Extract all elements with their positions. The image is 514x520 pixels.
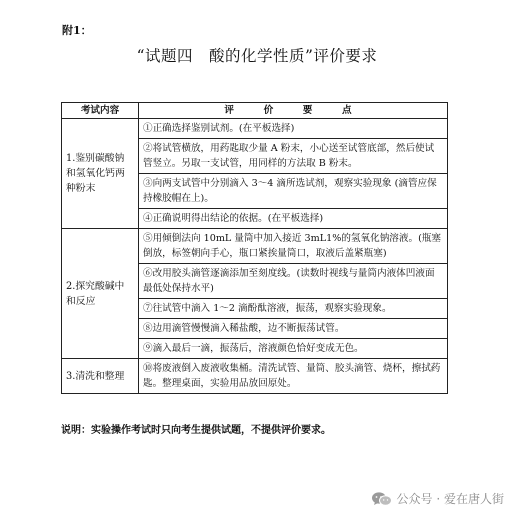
point-cell: ②将试管横放，用药匙取少量 A 粉末，小心送至试管底部，然后使试管竖立。另取一支试管，用同样的方法取 B 粉末。: [139, 139, 448, 174]
evaluation-table: [61, 102, 448, 394]
col-header-content: 考试内容: [62, 103, 139, 119]
point-cell: ⑩将废液倒入废液收集桶。清洗试管、量筒、胶头滴管、烧杯，擦拭药匙。整理桌面，实验用品放回原处。: [139, 359, 448, 394]
point-cell: ⑦往试管中滴入 1～2 滴酚酞溶液，振荡，观察实验现象。: [139, 299, 448, 319]
point-cell: ⑨滴入最后一滴，振荡后，溶液颜色恰好变成无色。: [139, 339, 448, 359]
watermark: [371, 490, 504, 507]
category-cell: 1.鉴别碳酸钠和氢氧化钙两种粉末: [62, 119, 139, 229]
table-header-row: [62, 103, 448, 119]
point-cell: ⑥改用胶头滴管逐滴添加至刻度线。(读数时视线与量筒内液体凹液面最低处保持水平): [139, 264, 448, 299]
table-row: [62, 359, 448, 394]
point-cell: ③向两支试管中分别滴入 3～4 滴所选试剂，观察实验现象 (滴管应保持橡胶帽在上)。: [139, 174, 448, 209]
point-cell: ④正确说明得出结论的依据。(在平板选择): [139, 209, 448, 229]
page-title: “试题四 酸的化学性质”评价要求: [136, 47, 378, 65]
point-cell: ⑧边用滴管慢慢滴入稀盐酸，边不断振荡试管。: [139, 319, 448, 339]
watermark-text: 公众号 · 爱在唐人街: [396, 492, 504, 506]
wechat-icon: [371, 491, 393, 507]
category-cell: 2.探究酸碱中和反应: [62, 229, 139, 359]
table-row: [62, 229, 448, 264]
point-cell: ⑤用倾倒法向 10mL 量筒中加入接近 3mL1%的氢氧化钠溶液。(瓶塞倒放，标签朝向手心，瓶口紧挨量筒口，取液后盖紧瓶塞): [139, 229, 448, 264]
col-header-points: 评 价 要 点: [139, 103, 448, 119]
footnote: 说明：实验操作考试时只向考生提供试题，不提供评价要求。: [61, 425, 331, 436]
table-row: [62, 119, 448, 139]
attachment-label: 附1：: [62, 24, 92, 37]
point-cell: ①正确选择鉴别试剂。(在平板选择): [139, 119, 448, 139]
category-cell: 3.清洗和整理: [62, 359, 139, 394]
